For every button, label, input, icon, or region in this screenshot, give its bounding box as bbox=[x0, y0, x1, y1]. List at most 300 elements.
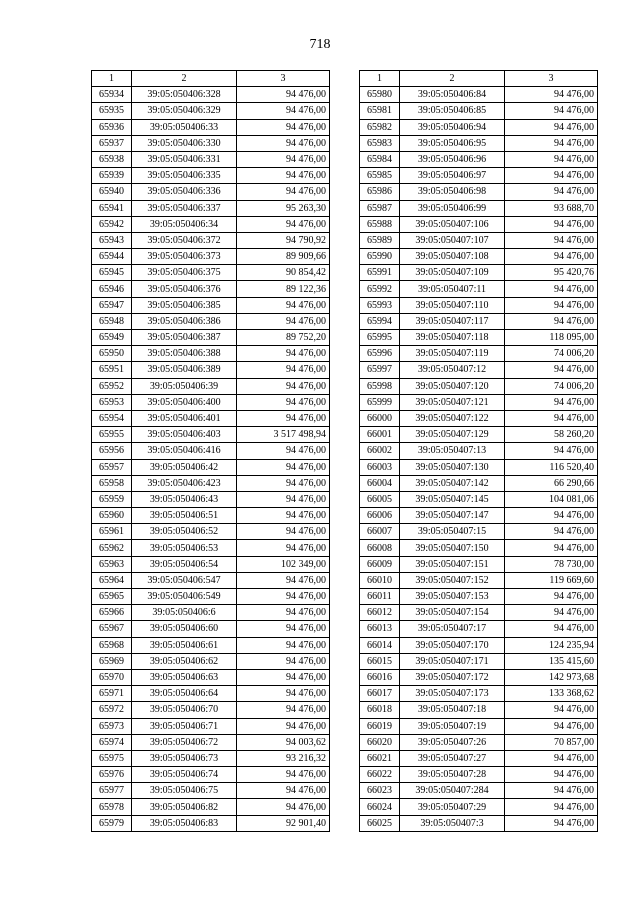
column-header-value: 3 bbox=[505, 71, 598, 87]
row-number: 65992 bbox=[360, 281, 400, 297]
cadastral-value: 94 476,00 bbox=[505, 168, 598, 184]
cadastral-value: 133 368,62 bbox=[505, 686, 598, 702]
cadastral-value: 74 006,20 bbox=[505, 346, 598, 362]
cadastral-value: 94 476,00 bbox=[237, 394, 330, 410]
table-row bbox=[92, 508, 330, 524]
cadastral-value: 3 517 498,94 bbox=[237, 427, 330, 443]
cadastral-value: 118 095,00 bbox=[505, 330, 598, 346]
table-row bbox=[92, 297, 330, 313]
table-row bbox=[360, 427, 598, 443]
table-row bbox=[92, 410, 330, 426]
table-row bbox=[360, 330, 598, 346]
table-row bbox=[92, 281, 330, 297]
table-row bbox=[92, 168, 330, 184]
cadastral-number: 39:05:050407:122 bbox=[400, 410, 505, 426]
cadastral-value: 94 476,00 bbox=[505, 443, 598, 459]
cadastral-number: 39:05:050406:71 bbox=[132, 718, 237, 734]
column-header-number: 1 bbox=[92, 71, 132, 87]
cadastral-value: 94 476,00 bbox=[505, 508, 598, 524]
row-number: 65953 bbox=[92, 394, 132, 410]
table-row bbox=[92, 621, 330, 637]
table-row bbox=[360, 637, 598, 653]
cadastral-value: 94 476,00 bbox=[505, 589, 598, 605]
table-row bbox=[360, 216, 598, 232]
table-row bbox=[92, 378, 330, 394]
cadastral-number: 39:05:050406:403 bbox=[132, 427, 237, 443]
table-row bbox=[360, 200, 598, 216]
cadastral-number: 39:05:050406:70 bbox=[132, 702, 237, 718]
table-row bbox=[360, 232, 598, 248]
row-number: 65964 bbox=[92, 572, 132, 588]
table-row bbox=[360, 524, 598, 540]
row-number: 66004 bbox=[360, 475, 400, 491]
cadastral-number: 39:05:050407:147 bbox=[400, 508, 505, 524]
row-number: 66008 bbox=[360, 540, 400, 556]
table-row bbox=[360, 475, 598, 491]
cadastral-value: 78 730,00 bbox=[505, 556, 598, 572]
table-row bbox=[360, 346, 598, 362]
row-number: 65939 bbox=[92, 168, 132, 184]
cadastral-number: 39:05:050406:547 bbox=[132, 572, 237, 588]
cadastral-number: 39:05:050407:130 bbox=[400, 459, 505, 475]
cadastral-value: 94 476,00 bbox=[237, 151, 330, 167]
cadastral-number: 39:05:050406:331 bbox=[132, 151, 237, 167]
row-number: 65954 bbox=[92, 410, 132, 426]
cadastral-value: 94 476,00 bbox=[505, 750, 598, 766]
table-row bbox=[360, 410, 598, 426]
table-row bbox=[92, 427, 330, 443]
page-number: 718 bbox=[309, 37, 331, 52]
table-row bbox=[92, 249, 330, 265]
row-number: 65993 bbox=[360, 297, 400, 313]
cadastral-value: 94 476,00 bbox=[505, 815, 598, 831]
cadastral-number: 39:05:050407:19 bbox=[400, 718, 505, 734]
row-number: 65974 bbox=[92, 734, 132, 750]
cadastral-number: 39:05:050406:60 bbox=[132, 621, 237, 637]
cadastral-number: 39:05:050406:549 bbox=[132, 589, 237, 605]
cadastral-value: 94 476,00 bbox=[505, 151, 598, 167]
row-number: 65976 bbox=[92, 767, 132, 783]
row-number: 65955 bbox=[92, 427, 132, 443]
cadastral-value: 94 476,00 bbox=[237, 702, 330, 718]
cadastral-value: 119 669,60 bbox=[505, 572, 598, 588]
row-number: 65938 bbox=[92, 151, 132, 167]
table-row bbox=[92, 394, 330, 410]
cadastral-value: 95 420,76 bbox=[505, 265, 598, 281]
row-number: 66007 bbox=[360, 524, 400, 540]
cadastral-value: 89 122,36 bbox=[237, 281, 330, 297]
row-number: 65967 bbox=[92, 621, 132, 637]
table-header-row bbox=[92, 71, 330, 87]
table-row bbox=[360, 621, 598, 637]
row-number: 65948 bbox=[92, 313, 132, 329]
cadastral-value: 94 476,00 bbox=[237, 508, 330, 524]
cadastral-number: 39:05:050406:337 bbox=[132, 200, 237, 216]
row-number: 65970 bbox=[92, 669, 132, 685]
table-row bbox=[360, 556, 598, 572]
table-row bbox=[360, 265, 598, 281]
row-number: 65935 bbox=[92, 103, 132, 119]
cadastral-value: 94 476,00 bbox=[505, 119, 598, 135]
table-row bbox=[360, 508, 598, 524]
cadastral-value: 58 260,20 bbox=[505, 427, 598, 443]
table-row bbox=[360, 718, 598, 734]
cadastral-value: 94 476,00 bbox=[237, 346, 330, 362]
row-number: 65984 bbox=[360, 151, 400, 167]
cadastral-value: 94 476,00 bbox=[237, 103, 330, 119]
row-number: 65961 bbox=[92, 524, 132, 540]
row-number: 65966 bbox=[92, 605, 132, 621]
table-row bbox=[360, 459, 598, 475]
cadastral-number: 39:05:050406:73 bbox=[132, 750, 237, 766]
cadastral-value: 94 476,00 bbox=[505, 702, 598, 718]
row-number: 66006 bbox=[360, 508, 400, 524]
cadastral-number: 39:05:050406:83 bbox=[132, 815, 237, 831]
cadastral-number: 39:05:050407:29 bbox=[400, 799, 505, 815]
cadastral-number: 39:05:050406:335 bbox=[132, 168, 237, 184]
table-row bbox=[92, 702, 330, 718]
table-row bbox=[360, 589, 598, 605]
cadastral-number: 39:05:050407:15 bbox=[400, 524, 505, 540]
cadastral-value: 89 752,20 bbox=[237, 330, 330, 346]
row-number: 65982 bbox=[360, 119, 400, 135]
cadastral-number: 39:05:050407:284 bbox=[400, 783, 505, 799]
cadastral-number: 39:05:050407:173 bbox=[400, 686, 505, 702]
cadastral-value: 142 973,68 bbox=[505, 669, 598, 685]
row-number: 65978 bbox=[92, 799, 132, 815]
cadastral-value: 94 476,00 bbox=[505, 249, 598, 265]
table-row bbox=[92, 475, 330, 491]
cadastral-number: 39:05:050406:372 bbox=[132, 232, 237, 248]
row-number: 65959 bbox=[92, 491, 132, 507]
cadastral-value: 92 901,40 bbox=[237, 815, 330, 831]
row-number: 65996 bbox=[360, 346, 400, 362]
cadastral-number: 39:05:050407:107 bbox=[400, 232, 505, 248]
row-number: 66015 bbox=[360, 653, 400, 669]
cadastral-number: 39:05:050406:85 bbox=[400, 103, 505, 119]
table-row bbox=[360, 750, 598, 766]
cadastral-number: 39:05:050406:99 bbox=[400, 200, 505, 216]
cadastral-number: 39:05:050406:336 bbox=[132, 184, 237, 200]
cadastral-value: 70 857,00 bbox=[505, 734, 598, 750]
table-row bbox=[92, 524, 330, 540]
cadastral-value: 94 476,00 bbox=[237, 799, 330, 815]
cadastral-number: 39:05:050406:53 bbox=[132, 540, 237, 556]
cadastral-value: 94 476,00 bbox=[237, 669, 330, 685]
table-row bbox=[360, 734, 598, 750]
row-number: 66011 bbox=[360, 589, 400, 605]
cadastral-number: 39:05:050407:110 bbox=[400, 297, 505, 313]
row-number: 65988 bbox=[360, 216, 400, 232]
cadastral-value: 93 216,32 bbox=[237, 750, 330, 766]
row-number: 65940 bbox=[92, 184, 132, 200]
cadastral-value: 94 476,00 bbox=[237, 589, 330, 605]
row-number: 65960 bbox=[92, 508, 132, 524]
table-header-row bbox=[360, 71, 598, 87]
table-row bbox=[360, 297, 598, 313]
cadastral-number: 39:05:050406:96 bbox=[400, 151, 505, 167]
table-row bbox=[360, 799, 598, 815]
cadastral-number: 39:05:050406:94 bbox=[400, 119, 505, 135]
table-row bbox=[92, 313, 330, 329]
table-row bbox=[360, 249, 598, 265]
row-number: 65946 bbox=[92, 281, 132, 297]
cadastral-number: 39:05:050406:74 bbox=[132, 767, 237, 783]
cadastral-value: 94 476,00 bbox=[505, 799, 598, 815]
cadastral-value: 94 476,00 bbox=[237, 718, 330, 734]
row-number: 65950 bbox=[92, 346, 132, 362]
row-number: 65989 bbox=[360, 232, 400, 248]
cadastral-number: 39:05:050406:423 bbox=[132, 475, 237, 491]
row-number: 65986 bbox=[360, 184, 400, 200]
cadastral-value: 94 476,00 bbox=[237, 491, 330, 507]
table-row bbox=[92, 184, 330, 200]
table-row bbox=[92, 572, 330, 588]
cadastral-number: 39:05:050406:330 bbox=[132, 135, 237, 151]
row-number: 66017 bbox=[360, 686, 400, 702]
row-number: 65994 bbox=[360, 313, 400, 329]
cadastral-number: 39:05:050407:18 bbox=[400, 702, 505, 718]
cadastral-number: 39:05:050407:120 bbox=[400, 378, 505, 394]
cadastral-number: 39:05:050406:376 bbox=[132, 281, 237, 297]
table-row bbox=[92, 783, 330, 799]
cadastral-value: 94 476,00 bbox=[237, 637, 330, 653]
cadastral-number: 39:05:050407:28 bbox=[400, 767, 505, 783]
cadastral-number: 39:05:050406:72 bbox=[132, 734, 237, 750]
table-row bbox=[92, 119, 330, 135]
table-row bbox=[360, 184, 598, 200]
cadastral-value: 66 290,66 bbox=[505, 475, 598, 491]
row-number: 65963 bbox=[92, 556, 132, 572]
cadastral-value: 94 476,00 bbox=[505, 410, 598, 426]
cadastral-number: 39:05:050407:26 bbox=[400, 734, 505, 750]
row-number: 65998 bbox=[360, 378, 400, 394]
cadastral-value: 95 263,30 bbox=[237, 200, 330, 216]
table-row bbox=[360, 87, 598, 103]
row-number: 65957 bbox=[92, 459, 132, 475]
row-number: 65968 bbox=[92, 637, 132, 653]
table-row bbox=[360, 540, 598, 556]
row-number: 65969 bbox=[92, 653, 132, 669]
cadastral-value: 94 476,00 bbox=[237, 87, 330, 103]
table-row bbox=[360, 653, 598, 669]
cadastral-value: 94 476,00 bbox=[505, 783, 598, 799]
cadastral-value: 94 476,00 bbox=[237, 475, 330, 491]
cadastral-number: 39:05:050407:172 bbox=[400, 669, 505, 685]
cadastral-number: 39:05:050406:33 bbox=[132, 119, 237, 135]
column-header-value: 3 bbox=[237, 71, 330, 87]
table-row bbox=[360, 702, 598, 718]
cadastral-value: 94 476,00 bbox=[237, 621, 330, 637]
cadastral-number: 39:05:050407:150 bbox=[400, 540, 505, 556]
cadastral-value: 94 476,00 bbox=[237, 297, 330, 313]
column-header-cadastral: 2 bbox=[132, 71, 237, 87]
table-row bbox=[360, 394, 598, 410]
cadastral-value: 94 476,00 bbox=[237, 459, 330, 475]
cadastral-number: 39:05:050406:416 bbox=[132, 443, 237, 459]
cadastral-value: 94 003,62 bbox=[237, 734, 330, 750]
cadastral-number: 39:05:050406:400 bbox=[132, 394, 237, 410]
cadastral-value: 90 854,42 bbox=[237, 265, 330, 281]
row-number: 66012 bbox=[360, 605, 400, 621]
row-number: 65944 bbox=[92, 249, 132, 265]
row-number: 65972 bbox=[92, 702, 132, 718]
row-number: 65936 bbox=[92, 119, 132, 135]
row-number: 66024 bbox=[360, 799, 400, 815]
cadastral-value: 94 476,00 bbox=[237, 686, 330, 702]
cadastral-value: 94 476,00 bbox=[505, 103, 598, 119]
row-number: 65977 bbox=[92, 783, 132, 799]
cadastral-number: 39:05:050406:54 bbox=[132, 556, 237, 572]
cadastral-value: 74 006,20 bbox=[505, 378, 598, 394]
cadastral-number: 39:05:050407:154 bbox=[400, 605, 505, 621]
cadastral-value: 94 476,00 bbox=[237, 168, 330, 184]
cadastral-value: 94 476,00 bbox=[505, 524, 598, 540]
cadastral-number: 39:05:050406:42 bbox=[132, 459, 237, 475]
cadastral-number: 39:05:050407:3 bbox=[400, 815, 505, 831]
cadastral-value: 89 909,66 bbox=[237, 249, 330, 265]
cadastral-number: 39:05:050406:329 bbox=[132, 103, 237, 119]
row-number: 65981 bbox=[360, 103, 400, 119]
table-row bbox=[92, 589, 330, 605]
cadastral-number: 39:05:050407:12 bbox=[400, 362, 505, 378]
table-row bbox=[360, 168, 598, 184]
table-row bbox=[360, 572, 598, 588]
cadastral-value: 94 476,00 bbox=[505, 135, 598, 151]
cadastral-number: 39:05:050406:385 bbox=[132, 297, 237, 313]
cadastral-number: 39:05:050406:84 bbox=[400, 87, 505, 103]
row-number: 65985 bbox=[360, 168, 400, 184]
row-number: 66020 bbox=[360, 734, 400, 750]
table-row bbox=[360, 767, 598, 783]
cadastral-number: 39:05:050406:401 bbox=[132, 410, 237, 426]
cadastral-number: 39:05:050407:153 bbox=[400, 589, 505, 605]
row-number: 66022 bbox=[360, 767, 400, 783]
row-number: 65951 bbox=[92, 362, 132, 378]
table-row bbox=[92, 556, 330, 572]
cadastral-value: 94 476,00 bbox=[505, 281, 598, 297]
table-row bbox=[92, 605, 330, 621]
column-header-cadastral: 2 bbox=[400, 71, 505, 87]
cadastral-value: 104 081,06 bbox=[505, 491, 598, 507]
table-row bbox=[92, 540, 330, 556]
cadastral-value: 94 476,00 bbox=[505, 621, 598, 637]
table-row bbox=[92, 815, 330, 831]
cadastral-number: 39:05:050406:63 bbox=[132, 669, 237, 685]
cadastral-number: 39:05:050406:388 bbox=[132, 346, 237, 362]
cadastral-number: 39:05:050406:43 bbox=[132, 491, 237, 507]
table-row bbox=[92, 443, 330, 459]
cadastral-number: 39:05:050406:375 bbox=[132, 265, 237, 281]
row-number: 66005 bbox=[360, 491, 400, 507]
row-number: 66021 bbox=[360, 750, 400, 766]
cadastral-number: 39:05:050406:373 bbox=[132, 249, 237, 265]
cadastral-number: 39:05:050406:6 bbox=[132, 605, 237, 621]
cadastral-number: 39:05:050407:17 bbox=[400, 621, 505, 637]
cadastral-value: 94 476,00 bbox=[505, 184, 598, 200]
table-row bbox=[92, 232, 330, 248]
table-row bbox=[360, 135, 598, 151]
table-row bbox=[92, 750, 330, 766]
cadastral-number: 39:05:050406:64 bbox=[132, 686, 237, 702]
row-number: 66000 bbox=[360, 410, 400, 426]
row-number: 65997 bbox=[360, 362, 400, 378]
cadastral-number: 39:05:050407:11 bbox=[400, 281, 505, 297]
row-number: 66025 bbox=[360, 815, 400, 831]
table-row bbox=[360, 686, 598, 702]
row-number: 65965 bbox=[92, 589, 132, 605]
row-number: 65958 bbox=[92, 475, 132, 491]
table-row bbox=[92, 200, 330, 216]
row-number: 66001 bbox=[360, 427, 400, 443]
row-number: 65942 bbox=[92, 216, 132, 232]
cadastral-value: 94 476,00 bbox=[237, 410, 330, 426]
cadastral-number: 39:05:050406:51 bbox=[132, 508, 237, 524]
cadastral-number: 39:05:050406:39 bbox=[132, 378, 237, 394]
cadastral-value: 94 476,00 bbox=[237, 653, 330, 669]
cadastral-value: 94 476,00 bbox=[505, 767, 598, 783]
cadastral-value: 94 476,00 bbox=[237, 605, 330, 621]
cadastral-value: 94 476,00 bbox=[505, 394, 598, 410]
row-number: 66010 bbox=[360, 572, 400, 588]
table-row bbox=[92, 637, 330, 653]
cadastral-value: 94 476,00 bbox=[237, 119, 330, 135]
cadastral-number: 39:05:050407:106 bbox=[400, 216, 505, 232]
row-number: 65962 bbox=[92, 540, 132, 556]
cadastral-number: 39:05:050407:151 bbox=[400, 556, 505, 572]
cadastral-value: 93 688,70 bbox=[505, 200, 598, 216]
table-row bbox=[360, 443, 598, 459]
cadastral-number: 39:05:050406:62 bbox=[132, 653, 237, 669]
right-table bbox=[359, 70, 598, 832]
row-number: 65983 bbox=[360, 135, 400, 151]
table-row bbox=[92, 135, 330, 151]
table-row bbox=[360, 378, 598, 394]
row-number: 65990 bbox=[360, 249, 400, 265]
cadastral-number: 39:05:050406:82 bbox=[132, 799, 237, 815]
row-number: 65991 bbox=[360, 265, 400, 281]
cadastral-value: 135 415,60 bbox=[505, 653, 598, 669]
row-number: 66013 bbox=[360, 621, 400, 637]
row-number: 65947 bbox=[92, 297, 132, 313]
table-row bbox=[92, 459, 330, 475]
cadastral-value: 94 476,00 bbox=[237, 362, 330, 378]
row-number: 66009 bbox=[360, 556, 400, 572]
row-number: 66018 bbox=[360, 702, 400, 718]
table-row bbox=[360, 119, 598, 135]
table-row bbox=[92, 653, 330, 669]
table-row bbox=[92, 346, 330, 362]
row-number: 65973 bbox=[92, 718, 132, 734]
cadastral-number: 39:05:050406:328 bbox=[132, 87, 237, 103]
cadastral-number: 39:05:050407:170 bbox=[400, 637, 505, 653]
cadastral-value: 94 476,00 bbox=[237, 216, 330, 232]
cadastral-number: 39:05:050406:387 bbox=[132, 330, 237, 346]
row-number: 65937 bbox=[92, 135, 132, 151]
cadastral-value: 94 476,00 bbox=[237, 767, 330, 783]
row-number: 65949 bbox=[92, 330, 132, 346]
table-row bbox=[92, 491, 330, 507]
table-row bbox=[360, 281, 598, 297]
cadastral-value: 94 476,00 bbox=[237, 135, 330, 151]
row-number: 65941 bbox=[92, 200, 132, 216]
cadastral-value: 94 476,00 bbox=[237, 524, 330, 540]
cadastral-number: 39:05:050406:52 bbox=[132, 524, 237, 540]
table-row bbox=[360, 313, 598, 329]
cadastral-number: 39:05:050407:117 bbox=[400, 313, 505, 329]
cadastral-value: 94 476,00 bbox=[505, 87, 598, 103]
cadastral-value: 102 349,00 bbox=[237, 556, 330, 572]
